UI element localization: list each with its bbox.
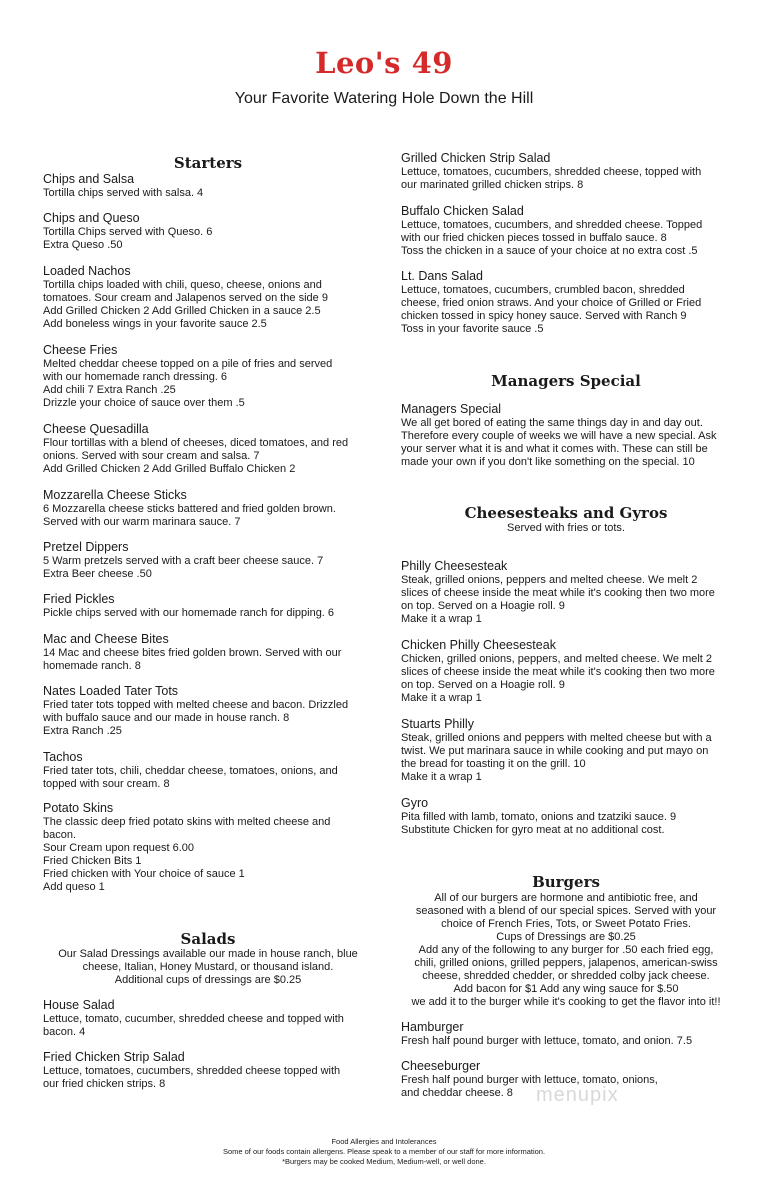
- menu-item: [43, 211, 373, 252]
- menu-item-description: your server what it is and what it comes with. These can still be: [401, 443, 708, 455]
- menu-item-description: bacon. 4: [43, 1026, 86, 1038]
- burgers-intro: [401, 892, 731, 1009]
- menu-item-description: Make it a wrap 1: [401, 692, 482, 704]
- menu-item-name: Grilled Chicken Strip Salad: [401, 151, 551, 165]
- menu-item-description: Lettuce, tomatoes, cucumbers, crumbled bacon, shredded: [401, 284, 685, 296]
- menu-item: [401, 1020, 731, 1048]
- managers-heading: Managers Special: [491, 372, 641, 390]
- menu-item-description: Lettuce, tomato, cucumber, shredded cheese and topped with: [43, 1013, 344, 1025]
- footer-line: Some of our foods contain allergens. Please speak to a member of our staff for more information.: [222, 1147, 546, 1156]
- menu-item-description: Tortilla Chips served with Queso. 6: [43, 226, 213, 238]
- menu-item-name: Chicken Philly Cheesesteak: [401, 638, 556, 652]
- burgers-intro-line: Add any of the following to any burger for .50 each fried egg,: [418, 944, 714, 956]
- menu-item: [43, 592, 373, 620]
- menu-item: [401, 796, 731, 837]
- menu-item-name: Pretzel Dippers: [43, 540, 129, 554]
- burgers-intro-line: choice of French Fries, Tots, or Sweet Potato Fries.: [441, 918, 691, 930]
- menu-item-description: Served with our warm marinara sauce. 7: [43, 516, 241, 528]
- menu-item-name: Buffalo Chicken Salad: [401, 204, 524, 218]
- menu-item-description: tomatoes. Sour cream and Jalapenos served on the side 9: [43, 292, 328, 304]
- menu-item-description: slices of cheese inside the meat while it's cooking then two more: [401, 587, 715, 599]
- menu-item-description: Add boneless wings in your favorite sauce 2.5: [43, 318, 267, 330]
- menu-item-name: Mac and Cheese Bites: [43, 632, 169, 646]
- menu-item-description: We all get bored of eating the same things day in and day out.: [401, 417, 703, 429]
- watermark: menupix: [536, 1084, 619, 1106]
- salads-intro-line: cheese, Italian, Honey Mustard, or thousand island.: [82, 961, 334, 973]
- menu-item: [401, 402, 731, 469]
- menu-item: [401, 269, 731, 336]
- menu-item-name: Fried Pickles: [43, 592, 115, 606]
- menu-item-description: Lettuce, tomatoes, cucumbers, shredded cheese topped with: [43, 1065, 341, 1077]
- menu-item: [43, 632, 373, 673]
- menu-item: [43, 343, 373, 410]
- menu-item-description: Fried tater tots, chili, cheddar cheese, tomatoes, onions, and: [43, 765, 338, 777]
- menu-item-description: Steak, grilled onions, peppers and melted cheese. We melt 2: [401, 574, 698, 586]
- menu-item-description: Fried chicken with Your choice of sauce 1: [43, 868, 245, 880]
- menu-item-description: Add queso 1: [43, 881, 105, 893]
- menu-item: [43, 422, 373, 476]
- menu-item-description: with our fried chicken pieces tossed in buffalo sauce. 8: [401, 232, 667, 244]
- menu-item-description: slices of cheese inside the meat while it's cooking then two more: [401, 666, 715, 678]
- burgers-intro-line: Add bacon for $1 Add any wing sauce for $.50: [453, 983, 679, 995]
- menu-item-name: House Salad: [43, 998, 115, 1012]
- menu-item-description: 5 Warm pretzels served with a craft beer cheese sauce. 7: [43, 555, 324, 567]
- menu-item-description: our fried chicken strips. 8: [43, 1078, 166, 1090]
- menu-item-name: Tachos: [43, 750, 83, 764]
- menu-item: [401, 204, 731, 258]
- menu-item-description: our marinated grilled chicken strips. 8: [401, 179, 584, 191]
- menu-item: [401, 151, 731, 192]
- menu-item: [401, 717, 731, 784]
- menu-item-name: Fried Chicken Strip Salad: [43, 1050, 185, 1064]
- footer-line: *Burgers may be cooked Medium, Medium-well, or well done.: [282, 1157, 486, 1166]
- menu-item-name: Chips and Salsa: [43, 172, 135, 186]
- menu-item-description: Substitute Chicken for gyro meat at no additional cost.: [401, 824, 665, 836]
- menu-item-description: Chicken, grilled onions, peppers, and melted cheese. We melt 2: [401, 653, 713, 665]
- menu-item-description: 14 Mac and cheese bites fried golden brown. Served with our: [43, 647, 342, 659]
- menu-item: [401, 638, 731, 705]
- menu-item-name: Managers Special: [401, 402, 502, 416]
- menu-item-description: The classic deep fried potato skins with melted cheese and: [43, 816, 331, 828]
- cheesesteaks-intro-line: Served with fries or tots.: [507, 522, 625, 534]
- menu-item-name: Cheese Fries: [43, 343, 118, 357]
- menu-item: [43, 540, 373, 581]
- menu-item-name: Lt. Dans Salad: [401, 269, 483, 283]
- menu-item-description: Extra Ranch .25: [43, 725, 122, 737]
- menu-item-description: Pickle chips served with our homemade ranch for dipping. 6: [43, 607, 335, 619]
- menu-item-description: Pita filled with lamb, tomato, onions and tzatziki sauce. 9: [401, 811, 677, 823]
- menu-item-description: Fresh half pound burger with lettuce, tomato, and onion. 7.5: [401, 1035, 693, 1047]
- menu-item-description: onions. Served with sour cream and salsa. 7: [43, 450, 260, 462]
- menu-item-description: Toss the chicken in a sauce of your choice at no extra cost .5: [401, 245, 698, 257]
- menu-item-description: bacon.: [43, 829, 77, 841]
- restaurant-title: Leo's 49: [315, 46, 453, 80]
- burgers-intro-line: seasoned with a blend of our special spices. Served with your: [415, 905, 717, 917]
- menu-item-description: Lettuce, tomatoes, cucumbers, and shredded cheese. Topped: [401, 219, 703, 231]
- menu-item-description: Therefore every couple of weeks we will have a new special. Ask: [401, 430, 717, 442]
- menu-item: [401, 559, 731, 626]
- salads-intro-line: Additional cups of dressings are $0.25: [114, 974, 302, 986]
- menu-item: [43, 684, 373, 738]
- menu-item: [43, 172, 373, 200]
- menu-item-description: Make it a wrap 1: [401, 613, 482, 625]
- menu-item-name: Stuarts Philly: [401, 717, 474, 731]
- menu-item-name: Cheese Quesadilla: [43, 422, 149, 436]
- starters-heading: Starters: [173, 154, 243, 172]
- cheesesteaks-heading: Cheesesteaks and Gyros: [464, 504, 668, 522]
- cheesesteaks-intro: [401, 522, 731, 535]
- menu-item-description: Extra Queso .50: [43, 239, 123, 251]
- menu-item-description: with buffalo sauce and our made in house ranch. 8: [43, 712, 290, 724]
- menu-item-description: on top. Served on a Hoagie roll. 9: [401, 600, 565, 612]
- menu-item-description: topped with sour cream. 8: [43, 778, 170, 790]
- menu-item-description: Toss in your favorite sauce .5: [401, 323, 544, 335]
- menu-item-description: Add Grilled Chicken 2 Add Grilled Chicken in a sauce 2.5: [43, 305, 321, 317]
- menu-item-description: Tortilla chips loaded with chili, queso, cheese, onions and: [43, 279, 322, 291]
- menu-item-name: Gyro: [401, 796, 429, 810]
- menu-item-name: Potato Skins: [43, 801, 114, 815]
- menu-item: [43, 801, 373, 894]
- menu-item-description: Fresh half pound burger with lettuce, tomato, onions,: [401, 1074, 658, 1086]
- menu-item-description: Make it a wrap 1: [401, 771, 482, 783]
- menu-item-description: cheese, fried onion straws. And your choice of Grilled or Fried: [401, 297, 702, 309]
- menu-item-description: Add chili 7 Extra Ranch .25: [43, 384, 176, 396]
- salads-heading: Salads: [180, 930, 236, 948]
- menu-item-description: Tortilla chips served with salsa. 4: [43, 187, 204, 199]
- menu-item-name: Cheeseburger: [401, 1059, 481, 1073]
- burgers-heading: Burgers: [532, 873, 600, 891]
- menu-item: [43, 998, 373, 1039]
- menu-item-description: 6 Mozzarella cheese sticks battered and fried golden brown.: [43, 503, 336, 515]
- salads-intro-line: Our Salad Dressings available our made in house ranch, blue: [58, 948, 358, 960]
- menu-item-name: Nates Loaded Tater Tots: [43, 684, 179, 698]
- burgers-intro-line: chili, grilled onions, grilled peppers, jalapenos, american-swiss: [414, 957, 718, 969]
- burgers-intro-line: All of our burgers are hormone and antibiotic free, and: [434, 892, 698, 904]
- burgers-intro-line: Cups of Dressings are $0.25: [496, 931, 636, 943]
- menu-item-description: Add Grilled Chicken 2 Add Grilled Buffalo Chicken 2: [43, 463, 296, 475]
- menu-item-description: Fried tater tots topped with melted cheese and bacon. Drizzled: [43, 699, 349, 711]
- menu-item-name: Hamburger: [401, 1020, 464, 1034]
- menu-item-description: Extra Beer cheese .50: [43, 568, 152, 580]
- allergy-footer: [0, 1137, 768, 1167]
- menu-item-name: Mozzarella Cheese Sticks: [43, 488, 187, 502]
- menu-item: [43, 750, 373, 791]
- menu-item-description: chicken tossed in spicy honey sauce. Served with Ranch 9: [401, 310, 687, 322]
- footer-line: Food Allergies and Intolerances: [331, 1137, 437, 1146]
- menu-item-description: the bread for toasting it on the grill. 10: [401, 758, 586, 770]
- menu-item-name: Chips and Queso: [43, 211, 140, 225]
- burgers-intro-line: we add it to the burger while it's cooking to get the flavor into it!!: [411, 996, 721, 1008]
- menu-item-description: Steak, grilled onions and peppers with melted cheese but with a: [401, 732, 712, 744]
- menu-item: [43, 264, 373, 331]
- menu-item-name: Philly Cheesesteak: [401, 559, 508, 573]
- menu-item-description: Drizzle your choice of sauce over them .5: [43, 397, 245, 409]
- menu-item-description: Flour tortillas with a blend of cheeses, diced tomatoes, and red: [43, 437, 349, 449]
- menu-item-description: made your own if you don't like something on the special. 10: [401, 456, 695, 468]
- menu-item-description: Melted cheddar cheese topped on a pile of fries and served: [43, 358, 333, 370]
- menu-item-name: Loaded Nachos: [43, 264, 131, 278]
- menu-item: [43, 1050, 373, 1091]
- salads-intro: [43, 948, 373, 987]
- menu-item-description: homemade ranch. 8: [43, 660, 141, 672]
- menu-item-description: and cheddar cheese. 8: [401, 1087, 513, 1099]
- menu-item-description: with our homemade ranch dressing. 6: [43, 371, 228, 383]
- menu-item-description: Lettuce, tomatoes, cucumbers, shredded cheese, topped with: [401, 166, 702, 178]
- restaurant-tagline: Your Favorite Watering Hole Down the Hill: [234, 90, 534, 107]
- menu-item: [43, 488, 373, 529]
- menu-item-description: Fried Chicken Bits 1: [43, 855, 142, 867]
- burgers-intro-line: cheese, shredded chedder, or shredded colby jack cheese.: [422, 970, 710, 982]
- menu-item-description: Sour Cream upon request 6.00: [43, 842, 195, 854]
- menu-item-description: on top. Served on a Hoagie roll. 9: [401, 679, 565, 691]
- menu-item-description: twist. We put marinara sauce in while cooking and put mayo on: [401, 745, 709, 757]
